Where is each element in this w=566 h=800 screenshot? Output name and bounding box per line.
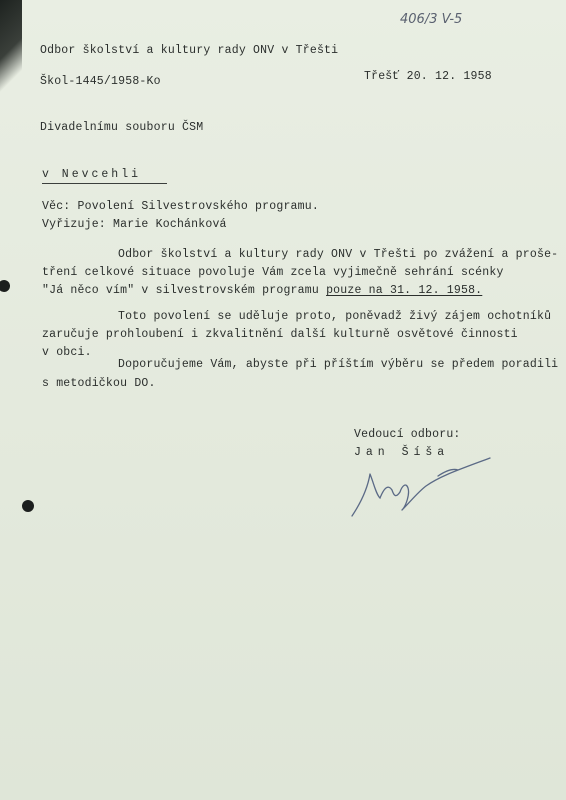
signatory-name: Jan Šíša	[354, 446, 450, 459]
handler-line	[42, 218, 227, 231]
department-heading: Odbor školství a kultury rady ONV v Třešti	[40, 44, 339, 57]
para3-line1: Doporučujeme Vám, abyste při příštím výběru se předem poradili	[118, 358, 559, 371]
para1-line3	[42, 284, 482, 297]
subject-label: Věc:	[42, 200, 71, 213]
handwritten-signature	[340, 446, 500, 536]
handler-label: Vyřizuje:	[42, 218, 106, 231]
subject-text: Povolení Silvestrovského programu.	[77, 200, 319, 213]
para1-underlined-date: pouze na 31. 12. 1958.	[326, 284, 483, 297]
recipient-underline	[42, 183, 167, 184]
para2-line3: v obci.	[42, 346, 92, 359]
handler-name: Marie Kochánková	[113, 218, 227, 231]
page-edge-shadow	[0, 0, 22, 110]
recipient-place: v Nevcehli	[42, 168, 142, 181]
handwritten-reference: 406/3 V-5	[400, 12, 463, 27]
para2-line1: Toto povolení se uděluje proto, poněvadž živý zájem ochotníků	[118, 310, 552, 323]
signature-title: Vedoucí odboru:	[354, 428, 461, 441]
para1-line2: tření celkové situace povoluje Vám zcela vyjimečně sehrání scénky	[42, 266, 504, 279]
para3-line2: s metodičkou DO.	[42, 377, 156, 390]
para2-line2: zaručuje prohloubení i zkvalitnění další kulturně osvětové činnosti	[42, 328, 518, 341]
para1-line1: Odbor školství a kultury rady ONV v Třešti po zvážení a proše-	[118, 248, 559, 261]
reference-number: Škol-1445/1958-Ko	[40, 75, 161, 88]
punch-hole-lower	[22, 500, 34, 512]
subject-line	[42, 200, 319, 213]
para1-line3-text: "Já něco vím" v silvestrovském programu	[42, 284, 319, 297]
punch-hole-upper	[0, 280, 10, 292]
place-date: Třešť 20. 12. 1958	[364, 70, 492, 83]
recipient-name: Divadelnímu souboru ČSM	[40, 121, 204, 134]
